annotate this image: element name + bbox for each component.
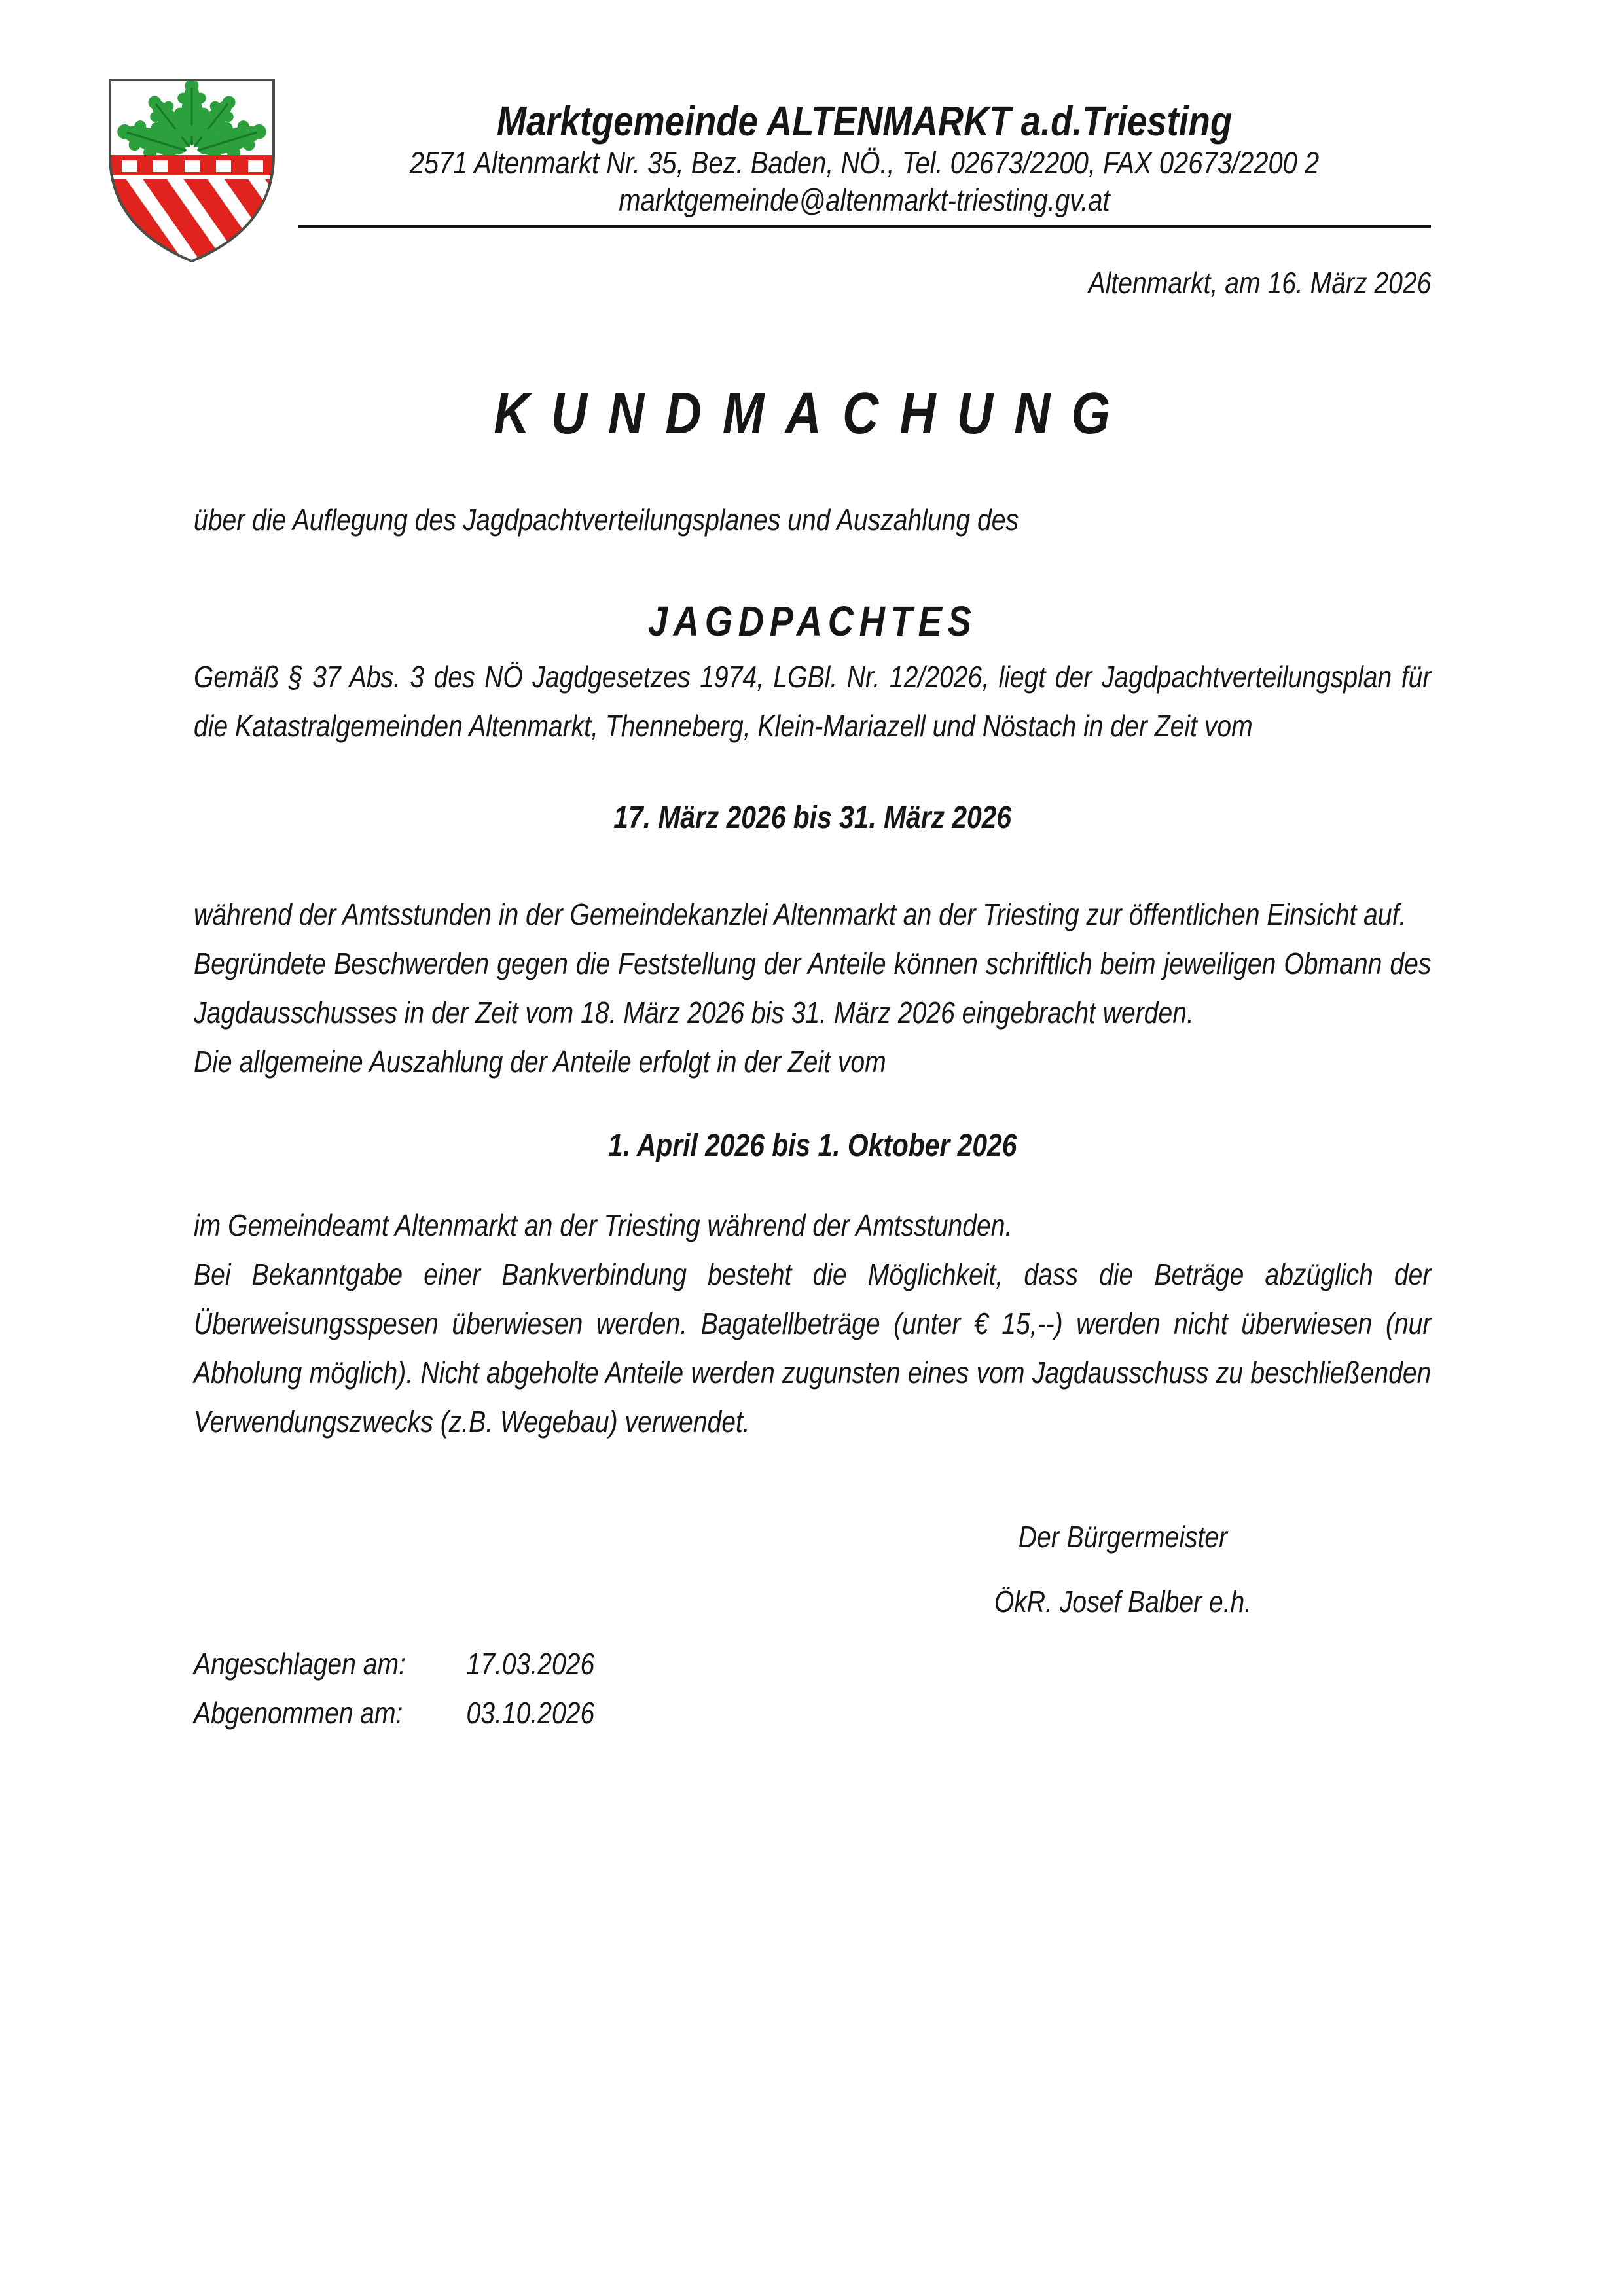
- removed-label: Abgenommen am:: [194, 1696, 403, 1730]
- municipality-name: Marktgemeinde ALTENMARKT a.d.Triesting: [496, 98, 1233, 145]
- posted-date: 17.03.2026: [466, 1647, 595, 1681]
- embattled-band: [106, 155, 278, 175]
- subject-title: JAGDPACHTES: [647, 598, 977, 645]
- payout-intro-paragraph: Die allgemeine Auszahlung der Anteile erfolgt in der Zeit vom: [194, 1045, 886, 1079]
- signature-role: Der Bürgermeister: [1018, 1520, 1228, 1554]
- bank-info-paragraph: Bei Bekanntgabe einer Bankverbindung besteht die Möglichkeit, dass die Beträge abzüglich der Überweisungsspesen überwiesen werden. Bagatellbeträge (unter € 15,--) werden nicht überwiesen (nur Abholung möglich). Nicht abgeholte Anteile werden zugunsten eines vom Jagdausschuss zu beschließenden Verwendungszwecks (z.B. Wegebau) verwendet.: [194, 1257, 1432, 1439]
- payout-location-paragraph: im Gemeindeamt Altenmarkt an der Triesting während der Amtsstunden.: [194, 1208, 1013, 1242]
- document-body: [194, 259, 1431, 1738]
- posted-row: [194, 1640, 1431, 1689]
- display-period: 17. März 2026 bis 31. März 2026: [613, 800, 1012, 835]
- email-address: marktgemeinde@altenmarkt-triesting.gv.at: [619, 183, 1110, 217]
- letterhead-divider: [298, 225, 1431, 228]
- address-line: 2571 Altenmarkt Nr. 35, Bez. Baden, NÖ., Tel. 02673/2200, FAX 02673/2200 2: [409, 145, 1320, 180]
- place-date-line: Altenmarkt, am 16. März 2026: [1088, 266, 1432, 300]
- removed-row: [194, 1689, 1431, 1738]
- objections-paragraph: Begründete Beschwerden gegen die Feststellung der Anteile können schriftlich beim jeweiligen Obmann des Jagdausschusses in der Zeit vom 18. März 2026 bis 31. März 2026 eingebracht werden.: [194, 946, 1432, 1030]
- posting-dates: [194, 1640, 1431, 1738]
- municipal-coat-of-arms-icon: [106, 76, 278, 264]
- signature-name: ÖkR. Josef Balber e.h.: [994, 1585, 1252, 1619]
- letterhead: [298, 98, 1430, 219]
- payout-period: 1. April 2026 bis 1. Oktober 2026: [607, 1128, 1017, 1163]
- inspection-block: [194, 890, 1431, 1086]
- removed-date: 03.10.2026: [466, 1696, 595, 1730]
- notice-subtitle: über die Auflegung des Jagdpachtverteilungsplanes und Auszahlung des: [194, 503, 1019, 537]
- intro-paragraph: Gemäß § 37 Abs. 3 des NÖ Jagdgesetzes 1974, LGBl. Nr. 12/2026, liegt der Jagdpachtverteilungsplan für die Katastralgemeinden Altenmarkt, Thenneberg, Klein-Mariazell und Nöstach in der Zeit vom: [194, 660, 1432, 743]
- inspection-paragraph: während der Amtsstunden in der Gemeindekanzlei Altenmarkt an der Triesting zur öffentlichen Einsicht auf.: [194, 897, 1407, 931]
- notice-title: KUNDMACHUNG: [494, 381, 1132, 446]
- signature-block: [906, 1513, 1340, 1626]
- posted-label: Angeschlagen am:: [194, 1647, 406, 1681]
- payout-block: [194, 1201, 1431, 1446]
